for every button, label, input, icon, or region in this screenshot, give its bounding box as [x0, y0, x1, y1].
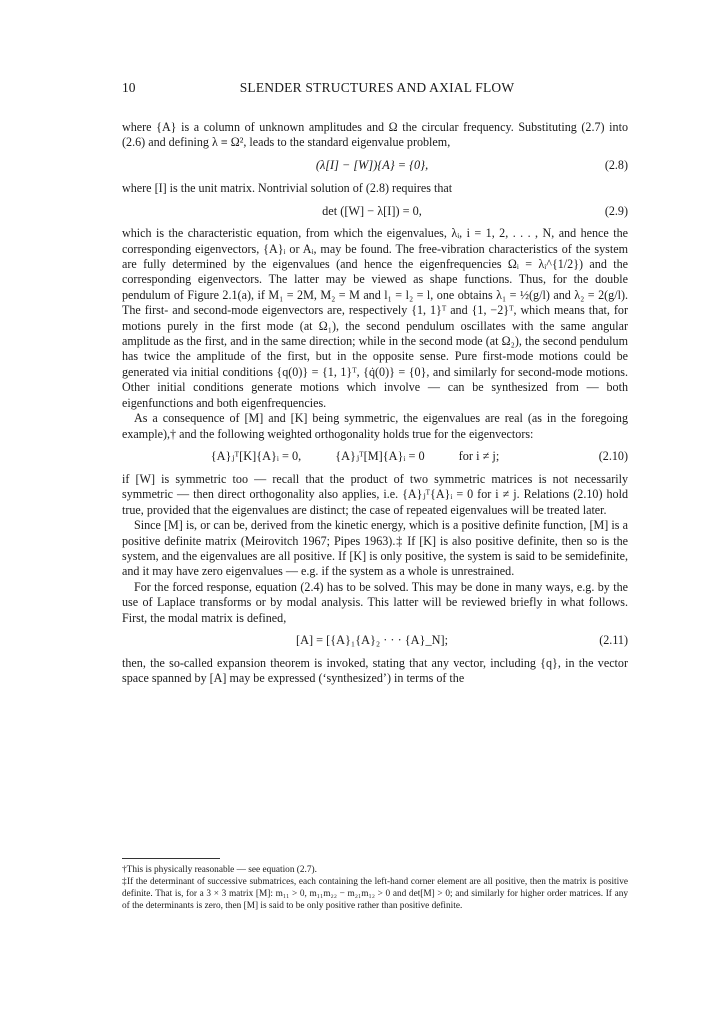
- page-content: [122, 80, 628, 687]
- equation-2-8-body: (λ[I] − [W]){A} = {0},: [315, 158, 429, 173]
- equation-2-11-number: (2.11): [599, 633, 628, 648]
- page-header: [122, 80, 628, 102]
- paragraph-8: then, the so-called expansion theorem is invoked, stating that any vector, including {q}, in the vector space spanned by [A] may be expressed (‘synthesized’) in terms of the: [122, 655, 628, 686]
- equation-2-11: [122, 629, 628, 653]
- paragraph-7: For the forced response, equation (2.4) has to be solved. This may be done in many ways, e.g. by the use of Laplace transforms or by modal analysis. This latter will be reviewed briefly in what follows. First, the modal matrix is defined,: [122, 579, 628, 625]
- equation-2-8-number: (2.8): [604, 158, 628, 173]
- footnotes: [122, 864, 628, 912]
- body-text: [122, 120, 628, 687]
- paragraph-1: where {A} is a column of unknown amplitudes and Ω the circular frequency. Substituting (2.7) into (2.6) and defining λ ≡ Ω², leads to the standard eigenvalue problem,: [122, 120, 628, 150]
- equation-2-9-body: det ([W] − λ[I]) = 0,: [322, 203, 422, 218]
- footnote-2: ‡If the determinant of successive submatrices, each containing the left-hand corner element are all positive, then the matrix is positive definite. That is, for a 3 × 3 matrix [M]: m₁₁ > 0, m₁₁m₂₂ − m₂₁m₁₂ > 0 and det[M] > 0; and similarly for higher order matrices. If any of the determinants is zero, then [M] is said to be only positive rather than positive definite.: [122, 877, 628, 911]
- equation-2-9-number: (2.9): [604, 203, 628, 218]
- page-number: 10: [122, 80, 136, 95]
- equation-2-10-part-c: for i ≠ j;: [458, 449, 500, 464]
- equation-2-10-part-a: {A}ⱼᵀ[K]{A}ᵢ = 0,: [210, 449, 302, 464]
- footnote-divider: [122, 858, 220, 859]
- footnote-1: †This is physically reasonable — see equation (2.7).: [122, 865, 317, 875]
- equation-2-10-part-b: {A}ⱼᵀ[M]{A}ᵢ = 0: [335, 449, 425, 464]
- paragraph-6: Since [M] is, or can be, derived from the kinetic energy, which is a positive definite function, [M] is a positive definite matrix (Meirovitch 1967; Pipes 1963).‡ If [K] is also positive definite, then so is the system, and the eigenvalues are all positive. If [K] is only positive, the system is said to be semidefinite, and it may have zero eigenvalues — e.g. if the system as a whole is unrestrained.: [122, 518, 628, 579]
- equation-2-10-number: (2.10): [598, 449, 628, 464]
- paragraph-5: if [W] is symmetric too — recall that the product of two symmetric matrices is not necessarily symmetric — then direct orthogonality also applies, i.e. {A}ⱼᵀ{A}ᵢ = 0 for i ≠ j. Relations (2.10) hold true, provided that the eigenvalues are distinct; the case of repeated eigenvalues will be treated later.: [122, 471, 628, 517]
- running-title: SLENDER STRUCTURES AND AXIAL FLOW: [239, 80, 515, 95]
- equation-2-9: [122, 199, 628, 223]
- paragraph-3: which is the characteristic equation, from which the eigenvalues, λᵢ, i = 1, 2, . . . , N, and hence the corresponding eigenvectors, {A}ᵢ or Aᵢ, may be found. The free-vibration characteristics of the system are fully determined by the eigenvalues (and hence the eigenfrequencies Ωᵢ = λᵢ^{1/2}) and the corresponding eigenvectors. The latter may be viewed as shape functions. Thus, for the double pendulum of Figure 2.1(a), if M₁ = 2M, M₂ = M and l₁ = l₂ = l, one obtains λ₁ = ½(g/l) and λ₂ = 2(g/l). The first- and second-mode eigenvectors are, respectively {1, 1}ᵀ and {1, −2}ᵀ, which means that, for motions purely in the first mode (at Ω₁), the second pendulum oscillates with the same angular amplitude as the first, and in the same direction; while in the second mode (at Ω₂), the second pendulum has twice the amplitude of the first, but in the opposite sense. Pure first-mode motions could be generated via initial conditions {q(0)} = {1, 1}ᵀ, {q̇(0)} = {0}, and similarly for second-mode motions. Other initial conditions generate motions which involve — can be synthesized from — both eigenfunctions and both eigenfrequencies.: [122, 226, 628, 410]
- equation-2-10: [122, 445, 628, 469]
- paragraph-4: As a consequence of [M] and [K] being symmetric, the eigenvalues are real (as in the foregoing example),† and the following weighted orthogonality holds true for the eigenvectors:: [122, 411, 628, 441]
- equation-2-8: [122, 154, 628, 178]
- equation-2-11-body: [A] = [{A}₁{A}₂ · · · {A}_N];: [296, 633, 448, 648]
- paragraph-2: where [I] is the unit matrix. Nontrivial solution of (2.8) requires that: [122, 180, 453, 195]
